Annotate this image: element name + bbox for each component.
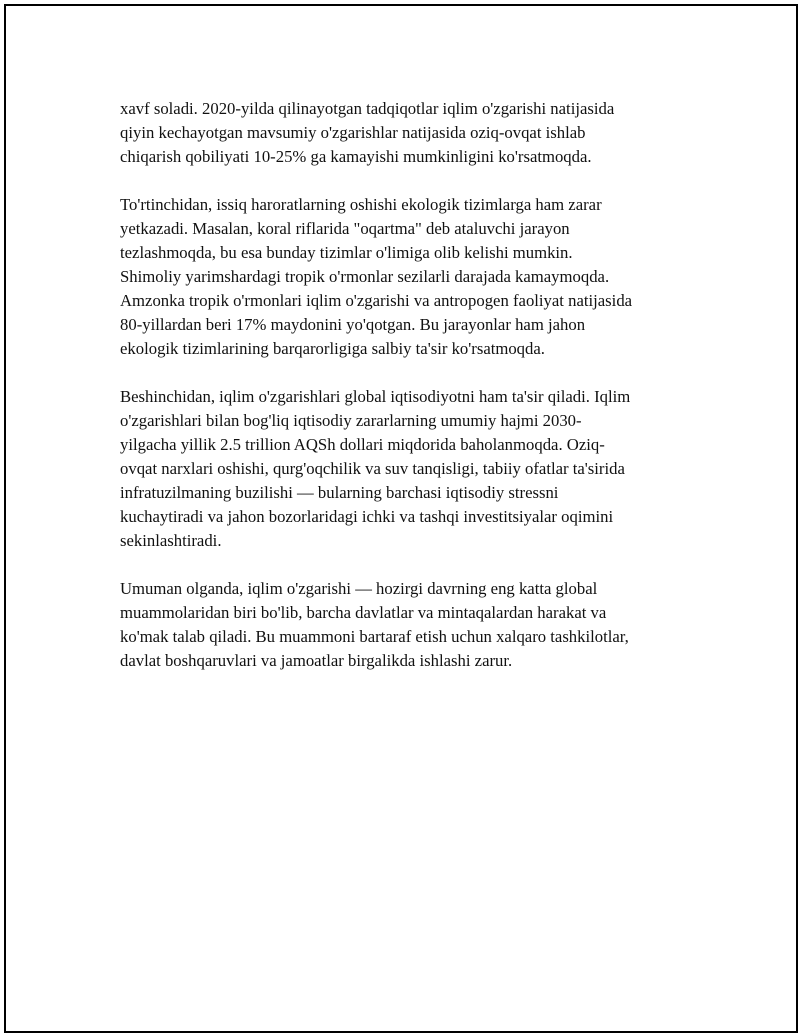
text-line: yetkazadi. Masalan, koral riflarida "oqartma" deb ataluvchi jarayon xyxy=(120,219,570,238)
text-line: Amzonka tropik o'rmonlari iqlim o'zgarishi va antropogen faoliyat natijasida xyxy=(120,291,633,310)
text-line: xavf soladi. 2020-yilda qilinayotgan tadqiqotlar iqlim o'zgarishi natijasida xyxy=(120,99,615,118)
text-line: ovqat narxlari oshishi, qurg'oqchilik va suv tanqisligi, tabiiy ofatlar ta'sirida xyxy=(120,459,625,478)
text-line: o'zgarishlari bilan bog'liq iqtisodiy zararlarning umumiy hajmi 2030- xyxy=(120,411,582,430)
text-line: chiqarish qobiliyati 10-25% ga kamayishi mumkinligini ko'rsatmoqda. xyxy=(120,147,592,166)
text-line: ekologik tizimlarining barqarorligiga salbiy ta'sir ko'rsatmoqda. xyxy=(120,339,545,358)
text-line: qiyin kechayotgan mavsumiy o'zgarishlar natijasida oziq-ovqat ishlab xyxy=(120,123,586,142)
paragraph-food-production xyxy=(120,97,720,169)
text-line: tezlashmoqda, bu esa bunday tizimlar o'limiga olib kelishi mumkin. xyxy=(120,243,573,262)
text-line: Shimoliy yarimshardagi tropik o'rmonlar sezilarli darajada kamaymoqda. xyxy=(120,267,610,286)
text-line: davlat boshqaruvlari va jamoatlar birgalikda ishlashi zarur. xyxy=(120,651,513,670)
text-line: 80-yillardan beri 17% maydonini yo'qotgan. Bu jarayonlar ham jahon xyxy=(120,315,586,334)
text-line: infratuzilmaning buzilishi — bularning barchasi iqtisodiy stressni xyxy=(120,483,559,502)
paragraph-economy xyxy=(120,385,720,553)
text-line: sekinlashtiradi. xyxy=(120,531,222,550)
text-line: To'rtinchidan, issiq haroratlarning oshishi ekologik tizimlarga ham zarar xyxy=(120,195,602,214)
document-page xyxy=(4,4,798,1033)
paragraph-ecosystems xyxy=(120,193,720,361)
text-line: Umuman olganda, iqlim o'zgarishi — hozirgi davrning eng katta global xyxy=(120,579,598,598)
text-line: yilgacha yillik 2.5 trillion AQSh dollari miqdorida baholanmoqda. Oziq- xyxy=(120,435,605,454)
text-line: Beshinchidan, iqlim o'zgarishlari global iqtisodiyotni ham ta'sir qiladi. Iqlim xyxy=(120,387,631,406)
text-line: ko'mak talab qiladi. Bu muammoni bartaraf etish uchun xalqaro tashkilotlar, xyxy=(120,627,629,646)
document-body xyxy=(120,97,720,697)
text-line: muammolaridan biri bo'lib, barcha davlatlar va mintaqalardan harakat va xyxy=(120,603,607,622)
text-line: kuchaytiradi va jahon bozorlaridagi ichki va tashqi investitsiyalar oqimini xyxy=(120,507,614,526)
paragraph-conclusion xyxy=(120,577,720,673)
